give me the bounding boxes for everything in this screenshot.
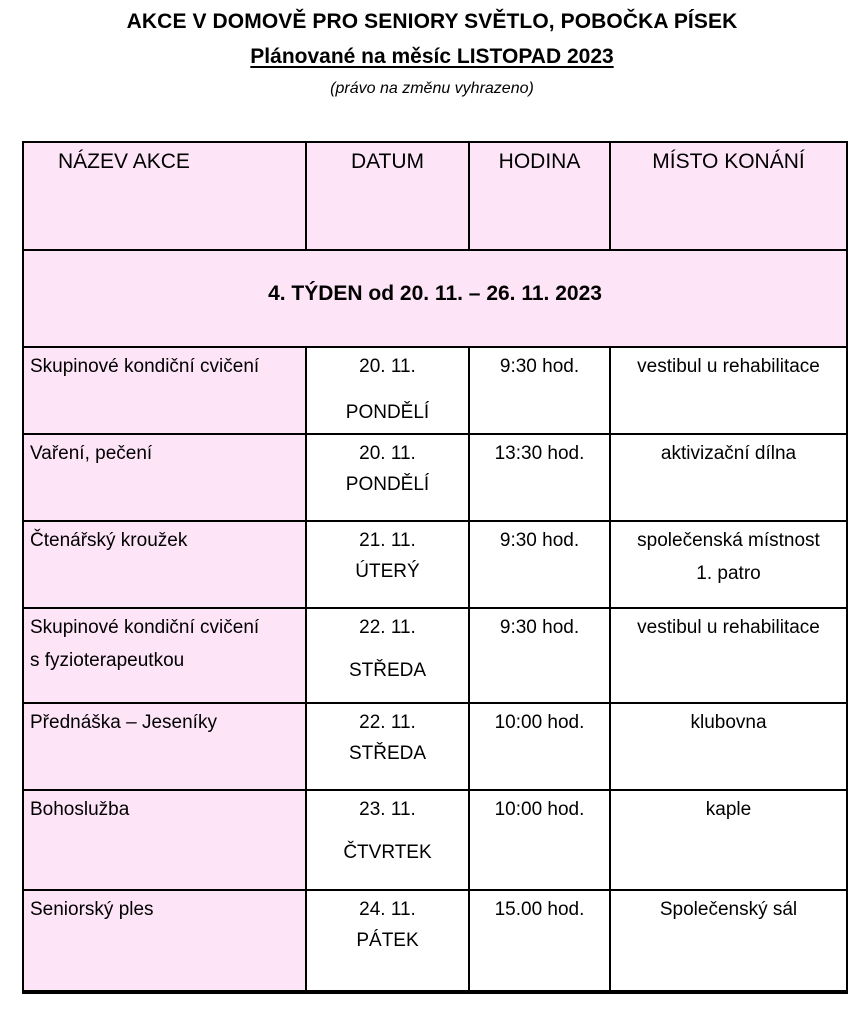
- event-place: společenská místnost: [637, 530, 820, 551]
- event-weekday: PONDĚLÍ: [345, 402, 430, 423]
- event-hour: 15.00 hod.: [494, 899, 585, 920]
- event-date-cell: [307, 435, 470, 522]
- column-header-hour: HODINA: [470, 143, 611, 251]
- event-date: 20. 11.: [359, 356, 416, 377]
- event-date: 21. 11.: [359, 530, 416, 551]
- event-weekday: PONDĚLÍ: [345, 474, 430, 495]
- event-hour: 9:30 hod.: [499, 530, 580, 551]
- event-hour: 9:30 hod.: [499, 617, 580, 638]
- event-name: s fyzioterapeutkou: [30, 650, 185, 671]
- event-date-cell: [307, 522, 470, 609]
- events-table: [22, 141, 848, 994]
- event-hour: 9:30 hod.: [499, 356, 580, 377]
- event-date-cell: [307, 609, 470, 704]
- event-date: 24. 11.: [359, 899, 416, 920]
- column-header-place: MÍSTO KONÁNÍ: [611, 143, 846, 251]
- event-name-cell: [24, 435, 307, 522]
- event-name-cell: [24, 891, 307, 992]
- event-place: 1. patro: [696, 563, 761, 584]
- event-name-cell: [24, 348, 307, 435]
- event-date-cell: [307, 891, 470, 992]
- event-place: vestibul u rehabilitace: [637, 356, 820, 377]
- column-header-name: NÁZEV AKCE: [24, 143, 307, 251]
- event-place: klubovna: [690, 712, 767, 733]
- event-place-cell: [611, 522, 846, 609]
- event-hour-cell: [470, 704, 611, 791]
- event-weekday: ČTVRTEK: [343, 842, 432, 863]
- event-hour: 10:00 hod.: [494, 712, 585, 733]
- event-name-cell: [24, 791, 307, 891]
- document-title: AKCE V DOMOVĚ PRO SENIORY SVĚTLO, POBOČKA PÍSEK: [126, 10, 738, 33]
- event-place: aktivizační dílna: [660, 443, 797, 464]
- event-place-cell: [611, 348, 846, 435]
- event-place: Společenský sál: [659, 899, 798, 920]
- event-place: vestibul u rehabilitace: [637, 617, 820, 638]
- column-header-date: DATUM: [307, 143, 470, 251]
- event-weekday: PÁTEK: [356, 930, 419, 951]
- event-name: Bohoslužba: [30, 799, 130, 820]
- event-date-cell: [307, 704, 470, 791]
- document-subtitle: Plánované na měsíc LISTOPAD 2023: [250, 45, 614, 68]
- event-name-cell: [24, 522, 307, 609]
- event-date: 20. 11.: [359, 443, 416, 464]
- event-place-cell: [611, 435, 846, 522]
- event-weekday: ÚTERÝ: [355, 561, 420, 582]
- event-name: Vaření, pečení: [30, 443, 153, 464]
- event-place-cell: [611, 791, 846, 891]
- week-label: 4. TÝDEN od 20. 11. – 26. 11. 2023: [268, 282, 602, 305]
- event-place-cell: [611, 704, 846, 791]
- event-name: Přednáška – Jeseníky: [30, 712, 217, 733]
- event-date-cell: [307, 791, 470, 891]
- event-name: Seniorský ples: [30, 899, 154, 920]
- event-date: 22. 11.: [359, 712, 416, 733]
- event-name-cell: [24, 609, 307, 704]
- event-name: Čtenářský kroužek: [30, 530, 188, 551]
- event-place-cell: [611, 609, 846, 704]
- event-weekday: STŘEDA: [348, 743, 427, 764]
- event-name-cell: [24, 704, 307, 791]
- event-hour: 10:00 hod.: [494, 799, 585, 820]
- event-hour-cell: [470, 891, 611, 992]
- event-hour-cell: [470, 609, 611, 704]
- event-date: 22. 11.: [359, 617, 416, 638]
- event-name: Skupinové kondiční cvičení: [30, 356, 260, 377]
- event-hour-cell: [470, 791, 611, 891]
- event-date: 23. 11.: [359, 799, 416, 820]
- event-place-cell: [611, 891, 846, 992]
- event-name: Skupinové kondiční cvičení: [30, 617, 260, 638]
- week-row: [24, 251, 846, 348]
- change-note: (právo na změnu vyhrazeno): [330, 80, 534, 97]
- event-hour: 13:30 hod.: [494, 443, 585, 464]
- event-hour-cell: [470, 435, 611, 522]
- event-hour-cell: [470, 348, 611, 435]
- event-place: kaple: [705, 799, 752, 820]
- event-date-cell: [307, 348, 470, 435]
- event-weekday: STŘEDA: [348, 660, 427, 681]
- event-hour-cell: [470, 522, 611, 609]
